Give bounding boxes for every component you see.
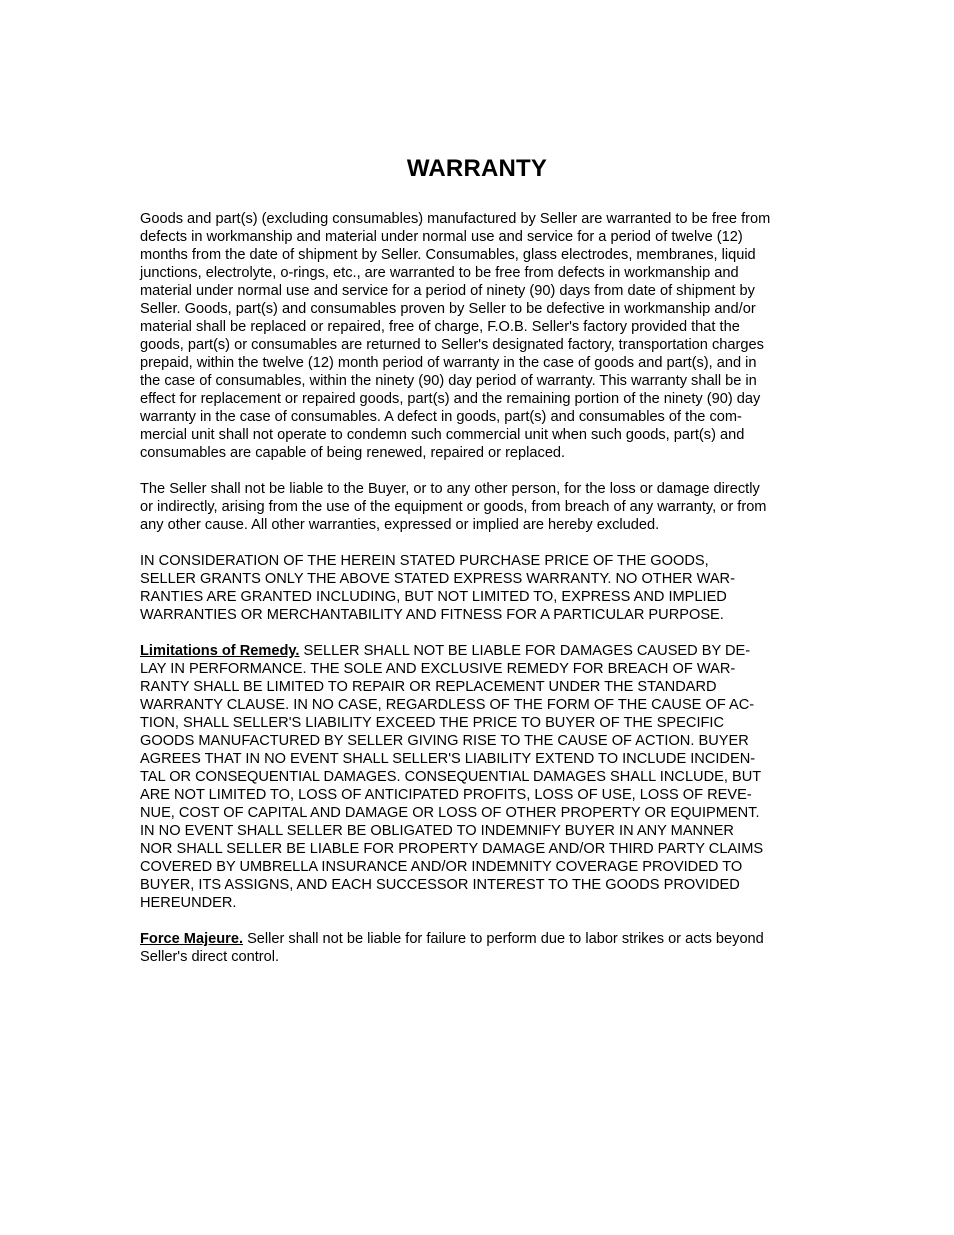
document-body xyxy=(140,210,830,984)
text-line: junctions, electrolyte, o-rings, etc., are warranted to be free from defects in workmanship and xyxy=(140,265,739,281)
text-line: effect for replacement or repaired goods, part(s) and the remaining portion of the ninety (90) day xyxy=(140,391,761,407)
text-line xyxy=(140,930,830,948)
text-line: consumables are capable of being renewed, repaired or replaced. xyxy=(140,445,566,461)
text-line: Goods and part(s) (excluding consumables) manufactured by Seller are warranted to be free from xyxy=(140,211,771,227)
text-line: months from the date of shipment by Seller. Consumables, glass electrodes, membranes, liquid xyxy=(140,247,756,263)
text-line: AGREES THAT IN NO EVENT SHALL SELLER'S LIABILITY EXTEND TO INCLUDE INCIDEN- xyxy=(140,751,756,767)
text-line: WARRANTIES OR MERCHANTABILITY AND FITNESS FOR A PARTICULAR PURPOSE. xyxy=(140,607,724,623)
text-line: prepaid, within the twelve (12) month period of warranty in the case of goods and part(s), and in xyxy=(140,355,757,371)
section-heading-limitations: Limitations of Remedy. xyxy=(140,643,300,659)
text-line: The Seller shall not be liable to the Buyer, or to any other person, for the loss or damage directly xyxy=(140,481,760,497)
text-line: RANTY SHALL BE LIMITED TO REPAIR OR REPLACEMENT UNDER THE STANDARD xyxy=(140,679,717,695)
text-line: TAL OR CONSEQUENTIAL DAMAGES. CONSEQUENTIAL DAMAGES SHALL INCLUDE, BUT xyxy=(140,769,762,785)
paragraph-force-majeure xyxy=(140,930,830,966)
text-line: ARE NOT LIMITED TO, LOSS OF ANTICIPATED PROFITS, LOSS OF USE, LOSS OF REVE- xyxy=(140,787,752,803)
text-line: IN NO EVENT SHALL SELLER BE OBLIGATED TO INDEMNIFY BUYER IN ANY MANNER xyxy=(140,823,734,839)
text-line: any other cause. All other warranties, expressed or implied are hereby excluded. xyxy=(140,517,660,533)
heading-line-rest: Seller shall not be liable for failure to perform due to labor strikes or acts beyond xyxy=(243,931,764,947)
text-line: warranty in the case of consumables. A defect in goods, part(s) and consumables of the com- xyxy=(140,409,742,425)
text-line: Seller's direct control. xyxy=(140,949,280,965)
text-line: IN CONSIDERATION OF THE HEREIN STATED PURCHASE PRICE OF THE GOODS, xyxy=(140,553,709,569)
section-heading-force-majeure: Force Majeure. xyxy=(140,931,244,947)
text-line: WARRANTY CLAUSE. IN NO CASE, REGARDLESS OF THE FORM OF THE CAUSE OF AC- xyxy=(140,697,755,713)
text-line: COVERED BY UMBRELLA INSURANCE AND/OR INDEMNITY COVERAGE PROVIDED TO xyxy=(140,859,743,875)
heading-line-rest: SELLER SHALL NOT BE LIABLE FOR DAMAGES CAUSED BY DE- xyxy=(299,643,751,659)
text-line: SELLER GRANTS ONLY THE ABOVE STATED EXPRESS WARRANTY. NO OTHER WAR- xyxy=(140,571,735,587)
paragraph-liability xyxy=(140,480,830,534)
text-line: NOR SHALL SELLER BE LIABLE FOR PROPERTY DAMAGE AND/OR THIRD PARTY CLAIMS xyxy=(140,841,764,857)
text-line: NUE, COST OF CAPITAL AND DAMAGE OR LOSS OF OTHER PROPERTY OR EQUIPMENT. xyxy=(140,805,760,821)
text-line xyxy=(140,642,830,660)
text-line: RANTIES ARE GRANTED INCLUDING, BUT NOT LIMITED TO, EXPRESS AND IMPLIED xyxy=(140,589,727,605)
text-line: material shall be replaced or repaired, free of charge, F.O.B. Seller's factory provided that the xyxy=(140,319,740,335)
text-line: TION, SHALL SELLER'S LIABILITY EXCEED THE PRICE TO BUYER OF THE SPECIFIC xyxy=(140,715,725,731)
text-line: LAY IN PERFORMANCE. THE SOLE AND EXCLUSIVE REMEDY FOR BREACH OF WAR- xyxy=(140,661,736,677)
text-line: material under normal use and service for a period of ninety (90) days from date of shipment by xyxy=(140,283,755,299)
paragraph-limitations-of-remedy xyxy=(140,642,830,912)
text-line: the case of consumables, within the ninety (90) day period of warranty. This warranty shall be in xyxy=(140,373,757,389)
text-line: Seller. Goods, part(s) and consumables proven by Seller to be defective in workmanship and/or xyxy=(140,301,756,317)
document-title: WARRANTY xyxy=(406,155,548,182)
text-line: mercial unit shall not operate to condemn such commercial unit when such goods, part(s) and xyxy=(140,427,745,443)
paragraph-warranty-terms xyxy=(140,210,830,462)
text-line: HEREUNDER. xyxy=(140,895,237,911)
text-line: defects in workmanship and material under normal use and service for a period of twelve (12) xyxy=(140,229,743,245)
paragraph-consideration xyxy=(140,552,830,624)
text-line: GOODS MANUFACTURED BY SELLER GIVING RISE TO THE CAUSE OF ACTION. BUYER xyxy=(140,733,749,749)
text-line: BUYER, ITS ASSIGNS, AND EACH SUCCESSOR INTEREST TO THE GOODS PROVIDED xyxy=(140,877,740,893)
text-line: or indirectly, arising from the use of the equipment or goods, from breach of any warranty, or from xyxy=(140,499,767,515)
text-line: goods, part(s) or consumables are returned to Seller's designated factory, transportation charges xyxy=(140,337,764,353)
